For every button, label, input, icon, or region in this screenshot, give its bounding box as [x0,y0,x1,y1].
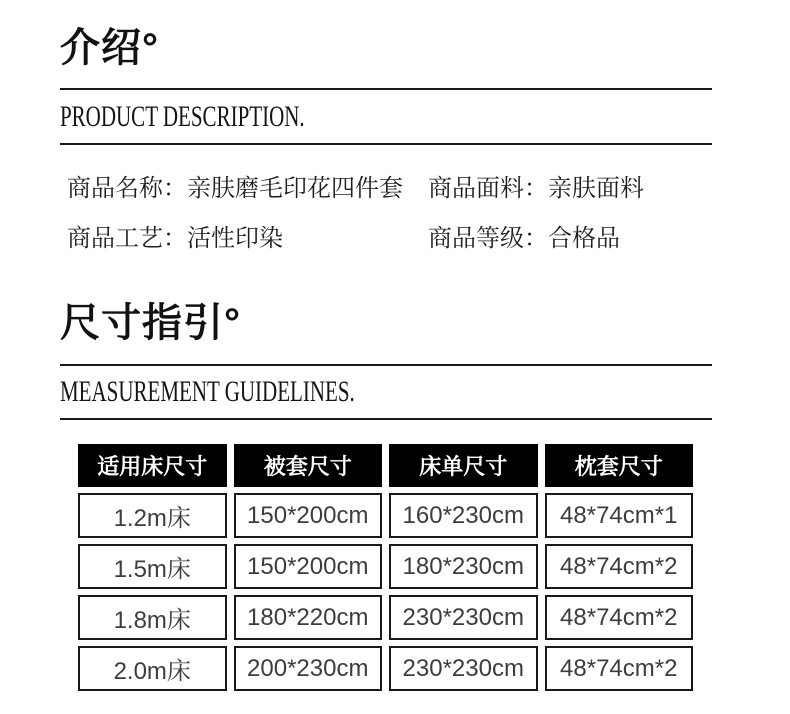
attr-product-name-value: 亲肤磨毛印花四件套 [187,175,403,202]
size-table-cell: 48*74cm*2 [545,646,694,691]
size-table-cell: 180*220cm [234,595,383,640]
divider-line-4 [60,418,712,420]
attr-craft-value: 活性印染 [187,225,283,252]
size-table-cell: 2.0m床 [78,646,227,691]
size-table-cell: 150*200cm [234,544,383,589]
attr-product-name [67,177,403,201]
intro-section-subtitle [60,102,410,132]
size-table-cell: 48*74cm*2 [545,544,694,589]
size-table-cell: 48*74cm*2 [545,595,694,640]
size-section-title: 尺寸指引° [60,301,241,345]
size-table-cell: 150*200cm [234,493,383,538]
attr-grade-value: 合格品 [548,225,620,252]
intro-subtitle-text: PRODUCT DESCRIPTION. [60,100,305,133]
attr-grade [428,227,620,251]
attr-product-name-label: 商品名称： [67,175,187,202]
size-table-cell: 180*230cm [389,544,538,589]
divider-line-2 [60,143,712,145]
intro-section-title: 介绍° [60,26,159,70]
size-table-header-sheet: 床单尺寸 [389,444,538,487]
size-table-cell: 160*230cm [389,493,538,538]
size-section-subtitle [60,377,481,407]
attr-fabric-label: 商品面料： [428,175,548,202]
size-table-header-pillow: 枕套尺寸 [545,444,694,487]
size-table-cell: 230*230cm [389,595,538,640]
divider-line-3 [60,364,712,366]
divider-line-1 [60,88,712,90]
attr-craft-label: 商品工艺： [67,225,187,252]
size-table-cell: 1.2m床 [78,493,227,538]
size-subtitle-text: MEASUREMENT GUIDELINES. [60,375,355,408]
size-table [78,444,693,691]
attr-craft [67,227,283,251]
size-table-cell: 200*230cm [234,646,383,691]
size-table-header-duvet: 被套尺寸 [234,444,383,487]
size-table-cell: 1.5m床 [78,544,227,589]
attr-fabric [428,177,644,201]
attr-fabric-value: 亲肤面料 [548,175,644,202]
size-table-cell: 48*74cm*1 [545,493,694,538]
size-table-header-bed: 适用床尺寸 [78,444,227,487]
size-table-cell: 1.8m床 [78,595,227,640]
attr-grade-label: 商品等级： [428,225,548,252]
size-table-cell: 230*230cm [389,646,538,691]
